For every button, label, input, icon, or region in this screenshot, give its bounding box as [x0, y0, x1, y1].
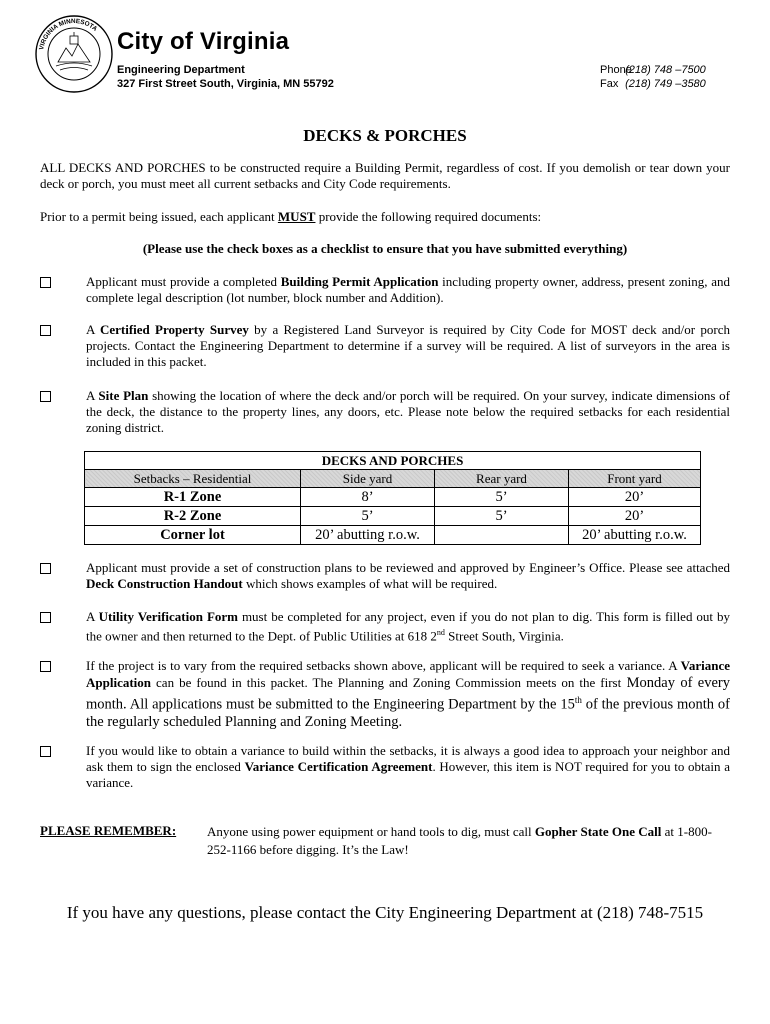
footer-contact-note: If you have any questions, please contact the City Engineering Department at (218) 748-7515	[66, 903, 704, 922]
requirements-text-1: Prior to a permit being issued, each applicant	[40, 209, 278, 224]
table-cell: 5’	[435, 488, 569, 507]
table-header: Side yard	[301, 470, 435, 488]
item-text: Monday of every month. All applications must be submitted to the Engineering Department by the 15	[86, 675, 730, 713]
document-title: DECKS & PORCHES	[303, 126, 467, 145]
checklist-note: (Please use the check boxes as a checklist to ensure that you have submitted everything)	[142, 241, 628, 256]
table-row	[85, 526, 701, 545]
phone-label: Phone	[600, 64, 632, 76]
checkbox-icon[interactable]	[40, 563, 51, 574]
fax-line	[600, 78, 706, 90]
table-cell: R-1 Zone	[85, 488, 301, 507]
item-text: of the previous month of the regularly scheduled Planning and Zoning Meeting.	[86, 696, 730, 731]
item-text: must be completed for any project, even if you do not plan to dig. This form is filled out by the owner and then returned to the Dept. of Public Utilities at 618 2	[86, 609, 730, 644]
item-text: If the project is to vary from the required setbacks shown above, applicant will be required to seek a variance. A	[86, 658, 681, 673]
city-seal-icon	[34, 14, 114, 94]
requirements-intro	[40, 209, 730, 225]
table-cell: 20’ abutting r.o.w.	[569, 526, 701, 545]
item-text: . However, this item is NOT required for you to obtain a variance.	[86, 759, 730, 790]
table-cell: 20’	[569, 507, 701, 526]
fax-label: Fax	[600, 78, 619, 90]
item-text: by a Registered Land Surveyor is required by City Code for MOST deck and/or porch projects. Contact the Engineering Department to determine if a survey will be required. A list of surveyors in the area is included in this packet.	[86, 322, 730, 369]
seal-text: VIRGINIA MINNESOTA	[38, 17, 99, 51]
remember-text	[207, 823, 730, 859]
intro-paragraph: ALL DECKS AND PORCHES to be constructed require a Building Permit, regardless of cost. If you demolish or tear down your deck or porch, you must meet all current setbacks and City Code requirements.	[40, 160, 730, 191]
item-text: showing the location of where the deck and/or porch will be required. On your survey, indicate dimensions of the deck, the distance to the property lines, any doors, etc. Please note below the required setbacks for each residential zoning district.	[86, 388, 731, 435]
item-bold-text: Utility Verification Form	[98, 609, 238, 624]
checkbox-icon[interactable]	[40, 277, 51, 288]
checklist-item-text	[86, 743, 730, 791]
checklist-item-text	[86, 274, 730, 306]
superscript: th	[574, 695, 582, 705]
svg-text:VIRGINIA MINNESOTA	[38, 18, 98, 51]
item-text: can be found in this packet. The Planning and Zoning Commission meets on the first	[151, 675, 622, 690]
checklist-item-text	[86, 560, 730, 592]
item-bold-text: Variance Certification Agreement	[244, 759, 433, 774]
checkbox-icon[interactable]	[40, 612, 51, 623]
table-row	[85, 488, 701, 507]
item-text: A	[86, 388, 99, 403]
checkbox-icon[interactable]	[40, 746, 51, 757]
table-header: Front yard	[569, 470, 701, 488]
item-bold-text: Site Plan	[98, 388, 149, 403]
fax-number: (218) 749 –3580	[625, 78, 706, 90]
table-header: Rear yard	[435, 470, 569, 488]
department-name: Engineering Department	[117, 64, 245, 76]
remember-text-2: at 1-800-252-1166 before digging. It’s the Law!	[207, 824, 712, 857]
checklist-item-text	[86, 658, 730, 731]
item-text: including property owner, address, present zoning, and complete legal description (lot number, block number and Addition).	[86, 274, 730, 305]
phone-number: (218) 748 –7500	[625, 64, 706, 76]
requirements-text-2: provide the following required documents:	[315, 209, 542, 224]
table-caption: DECKS AND PORCHES	[85, 452, 701, 470]
table-header-row	[85, 470, 701, 488]
table-row	[85, 507, 701, 526]
table-cell: R-2 Zone	[85, 507, 301, 526]
table-cell: 5’	[435, 507, 569, 526]
must-emphasis: MUST	[277, 209, 316, 224]
gopher-state-one-call: Gopher State One Call	[534, 824, 662, 839]
checklist-item-text	[86, 609, 730, 644]
item-bold-text: Building Permit Application	[280, 274, 439, 289]
table-cell: 20’	[569, 488, 701, 507]
item-text: Applicant must provide a completed	[86, 274, 281, 289]
department-address: 327 First Street South, Virginia, MN 55792	[117, 78, 334, 90]
city-name: City of Virginia	[117, 28, 290, 55]
item-text: A	[86, 322, 100, 337]
remember-label: PLEASE REMEMBER:	[40, 823, 177, 838]
checkbox-icon[interactable]	[40, 391, 51, 402]
checkbox-icon[interactable]	[40, 661, 51, 672]
item-text: A	[86, 609, 99, 624]
table-cell: Corner lot	[85, 526, 301, 545]
item-text: If you would like to obtain a variance to build within the setbacks, it is always a good idea to approach your neighbor and ask them to sign the enclosed	[86, 743, 730, 774]
table-cell: 20’ abutting r.o.w.	[301, 526, 435, 545]
table-header: Setbacks – Residential	[85, 470, 301, 488]
checklist-item-text	[86, 322, 730, 370]
phone-line	[600, 64, 706, 76]
setbacks-table	[84, 451, 701, 545]
item-text: which shows examples of what will be required.	[242, 576, 498, 591]
table-cell: 5’	[301, 507, 435, 526]
item-bold-text: Certified Property Survey	[99, 322, 249, 337]
checkbox-icon[interactable]	[40, 325, 51, 336]
table-cell	[435, 526, 569, 545]
checklist-item-text	[86, 388, 730, 436]
item-text: Street South, Virginia.	[444, 628, 564, 644]
item-bold-text: Deck Construction Handout	[86, 576, 243, 591]
remember-text-1: Anyone using power equipment or hand tools to dig, must call	[207, 824, 535, 839]
superscript: nd	[436, 628, 445, 637]
table-cell: 8’	[301, 488, 435, 507]
item-text: Applicant must provide a set of construction plans to be reviewed and approved by Engineer’s Office. Please see attached	[86, 560, 730, 575]
item-bold-text: Variance Application	[86, 658, 730, 690]
